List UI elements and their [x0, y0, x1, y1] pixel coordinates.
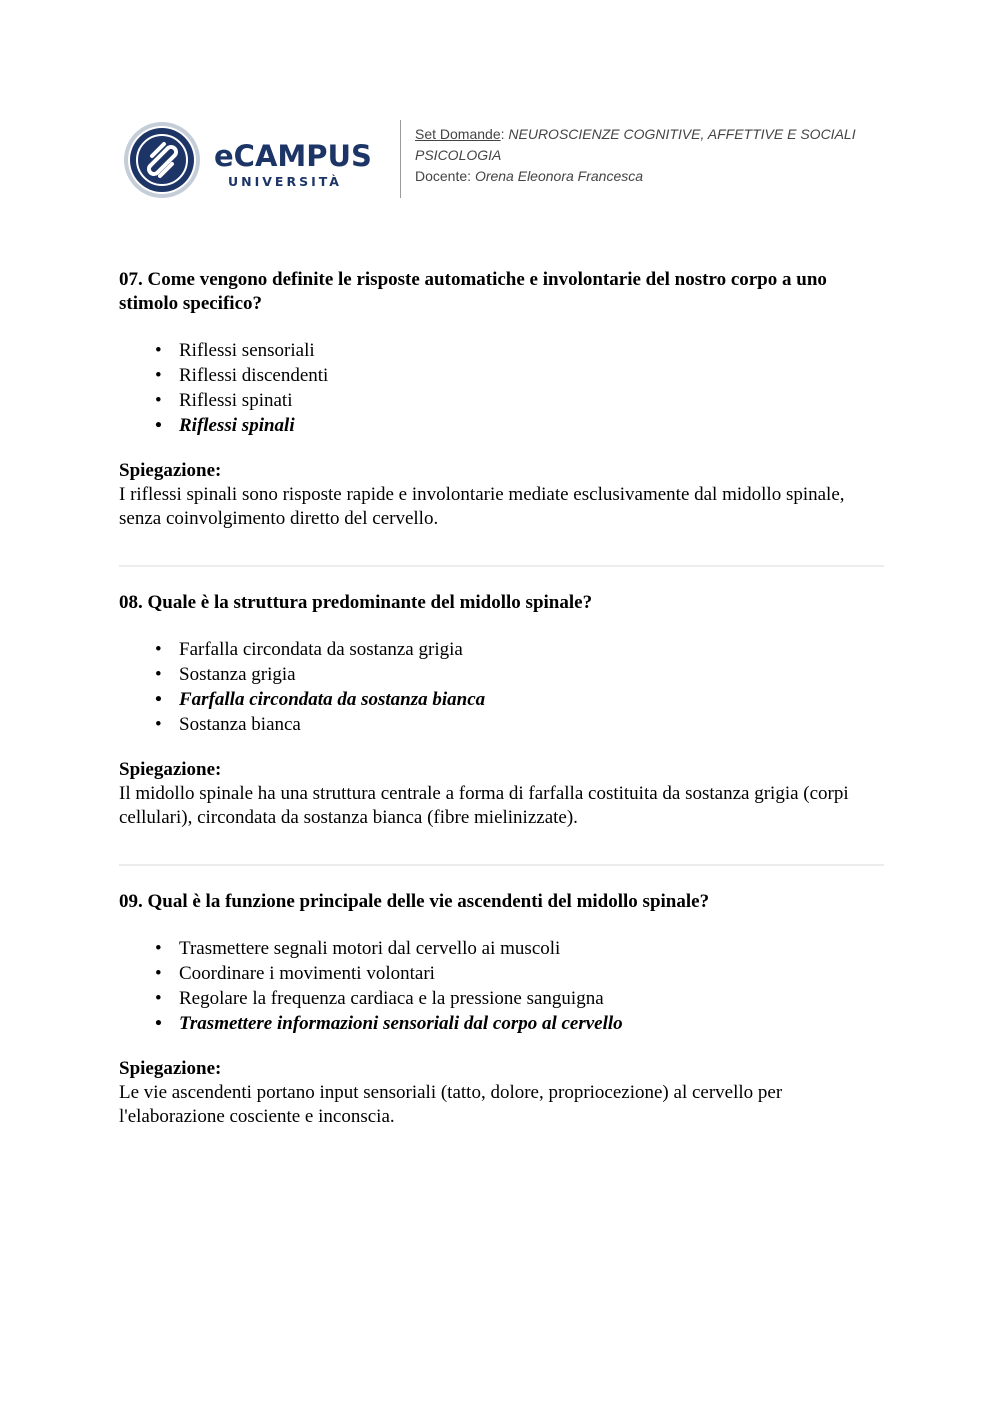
bullet-icon: •	[155, 963, 162, 984]
question-block-08	[119, 591, 884, 830]
ecampus-wordmark	[214, 140, 372, 189]
question-title: 09. Qual è la funzione principale delle vie ascendenti del midollo spinale?	[119, 891, 710, 912]
document-header	[120, 118, 890, 202]
answer-option-correct	[155, 1011, 884, 1036]
answer-option-text: Trasmettere informazioni sensoriali dal corpo al cervello	[179, 1013, 623, 1034]
answer-option-text: Regolare la frequenza cardiaca e la pressione sanguigna	[179, 988, 604, 1009]
answer-option	[155, 363, 884, 388]
explanation-label: Spiegazione:	[119, 759, 222, 780]
question-block-07	[119, 268, 884, 531]
docente-line	[415, 166, 856, 187]
explanation-label: Spiegazione:	[119, 1058, 222, 1079]
ecampus-seal-logo	[122, 120, 202, 200]
explanation-text: Le vie ascendenti portano input sensoriali (tatto, dolore, propriocezione) al cervello per l'elaborazione cosciente e inconscia.	[119, 1082, 783, 1127]
answer-option	[155, 961, 884, 986]
answer-option-text: Sostanza grigia	[179, 664, 296, 685]
bullet-icon: •	[155, 340, 162, 361]
answer-option-correct	[155, 413, 884, 438]
answer-option-text: Riflessi discendenti	[179, 365, 329, 386]
bullet-icon: •	[155, 365, 162, 386]
answer-options	[119, 338, 884, 438]
logo-brand-text: eCAMPUS	[214, 139, 372, 173]
answer-option-text: Riflessi sensoriali	[179, 340, 315, 361]
questions-content	[119, 268, 884, 1129]
set-domande-label: Set Domande	[415, 126, 501, 142]
answer-option	[155, 712, 884, 737]
header-info	[415, 124, 856, 187]
question-block-09	[119, 890, 884, 1129]
answer-option-correct	[155, 687, 884, 712]
answer-option-text: Sostanza bianca	[179, 714, 301, 735]
question-title: 08. Quale è la struttura predominante del midollo spinale?	[119, 592, 593, 613]
bullet-icon: •	[155, 415, 162, 436]
set-domande-value-2: PSICOLOGIA	[415, 147, 502, 163]
answer-option	[155, 986, 884, 1011]
answer-option	[155, 637, 884, 662]
answer-options	[119, 637, 884, 737]
bullet-icon: •	[155, 988, 162, 1009]
bullet-icon: •	[155, 714, 162, 735]
bullet-icon: •	[155, 1013, 162, 1034]
bullet-icon: •	[155, 938, 162, 959]
question-title: 07. Come vengono definite le risposte automatiche e involontarie del nostro corpo a uno stimolo specifico?	[119, 269, 827, 314]
answer-option-text: Trasmettere segnali motori dal cervello ai muscoli	[179, 938, 561, 959]
answer-option	[155, 936, 884, 961]
bullet-icon: •	[155, 639, 162, 660]
docente-value: Orena Eleonora Francesca	[474, 168, 644, 184]
header-divider	[400, 120, 401, 198]
answer-option-text: Farfalla circondata da sostanza bianca	[179, 689, 486, 710]
section-divider	[119, 565, 884, 567]
answer-option-text: Riflessi spinali	[179, 415, 295, 436]
answer-option	[155, 388, 884, 413]
bullet-icon: •	[155, 390, 162, 411]
answer-option-text: Farfalla circondata da sostanza grigia	[179, 639, 463, 660]
set-domande-value: NEUROSCIENZE COGNITIVE, AFFETTIVE E SOCIALI	[508, 126, 856, 142]
explanation-text: Il midollo spinale ha una struttura centrale a forma di farfalla costituita da sostanza grigia (corpi cellulari), circondata da sostanza bianca (fibre mielinizzate).	[119, 783, 849, 828]
answer-option	[155, 338, 884, 363]
answer-option-text: Riflessi spinati	[179, 390, 293, 411]
bullet-icon: •	[155, 689, 162, 710]
answer-option	[155, 662, 884, 687]
explanation-label: Spiegazione:	[119, 460, 222, 481]
answer-option-text: Coordinare i movimenti volontari	[179, 963, 435, 984]
set-domande-line: Set Domande: NEUROSCIENZE COGNITIVE, AFFETTIVE E SOCIALI	[415, 126, 856, 142]
answer-options	[119, 936, 884, 1036]
logo-sub-text: UNIVERSITÀ	[228, 174, 342, 189]
section-divider	[119, 864, 884, 866]
docente-label: Docente:	[415, 168, 472, 184]
explanation-text: I riflessi spinali sono risposte rapide e involontarie mediate esclusivamente dal midollo spinale, senza coinvolgimento diretto del cervello.	[119, 484, 845, 529]
bullet-icon: •	[155, 664, 162, 685]
